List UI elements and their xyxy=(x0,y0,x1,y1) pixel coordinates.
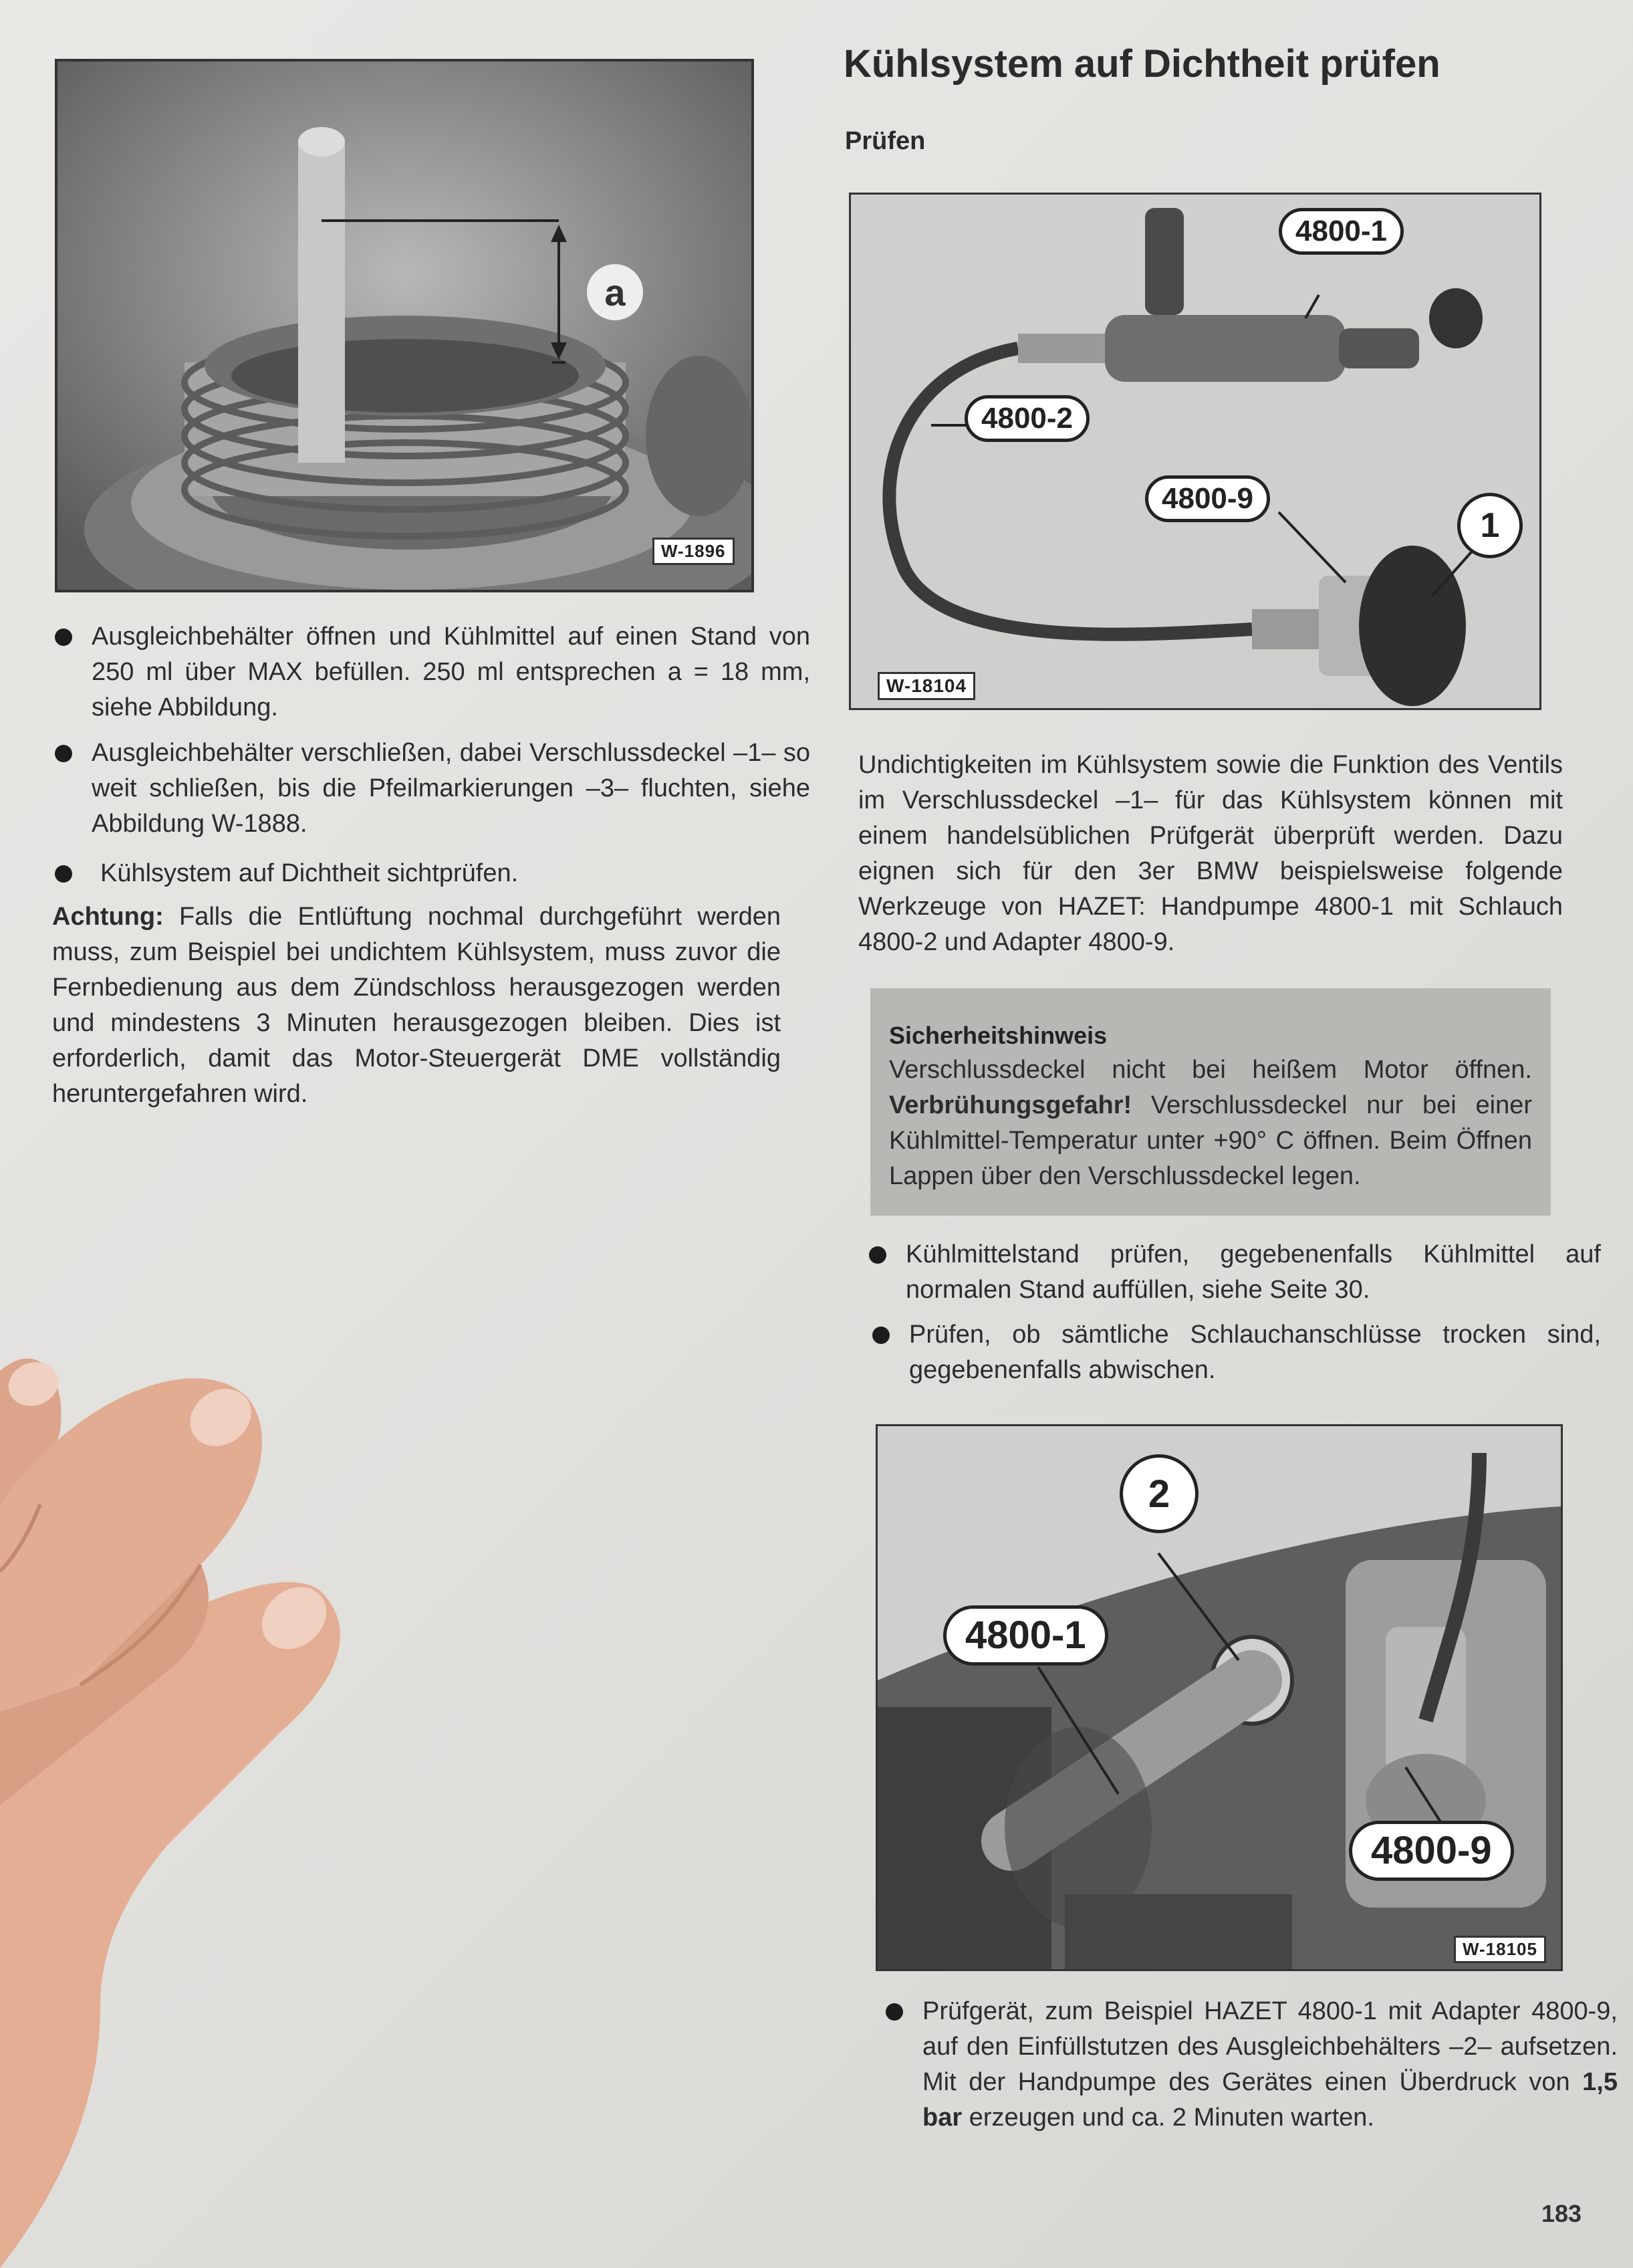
safety-title: Sicherheitshinweis xyxy=(889,1022,1108,1049)
safety-notice-box xyxy=(870,988,1551,1216)
bullet-dot xyxy=(55,629,72,646)
callout-4800-9: 4800-9 xyxy=(1145,475,1270,522)
safety-text-part2: Verschlussdeckel nur bei einer Kühlmittel-Temperatur unter +90° C öffnen. Beim Öffnen Lappen über den Verschlussdeckel legen. xyxy=(889,1091,1532,1190)
right-bullet-2-text: Prüfen, ob sämtliche Schlauchanschlüsse trocken sind, gegebenenfalls abwischen. xyxy=(909,1321,1601,1384)
bullet-dot xyxy=(872,1327,890,1344)
callout-4800-1: 4800-1 xyxy=(1279,208,1404,255)
filler-neck-illustration xyxy=(57,62,751,590)
left-bullet-3-text: Kühlsystem auf Dichtheit sichtprüfen. xyxy=(100,859,519,887)
figure-id-w18104: W-18104 xyxy=(878,672,975,700)
left-bullet-3 xyxy=(55,856,819,891)
safety-warning-bold: Verbrühungsgefahr! xyxy=(889,1091,1132,1119)
right-bullet-1 xyxy=(869,1237,1601,1308)
page-title: Kühlsystem auf Dichtheit prüfen xyxy=(844,42,1440,86)
bullet-dot xyxy=(886,2003,903,2021)
callout-4800-2: 4800-2 xyxy=(965,395,1090,442)
achtung-text: Falls die Entlüftung nochmal durchgeführt werden muss, zum Beispiel bei undichtem Kühlsystem, muss zuvor die Fernbedienung aus dem Zündschloss herausgezogen werden und mindestens 3 Minuten herausgezogen bleiben. Dies ist erforderlich, damit das Motor-Steuergerät DME vollständig heruntergefahren wird. xyxy=(52,903,781,1108)
figure-tool-set-photo xyxy=(849,193,1541,710)
achtung-label: Achtung: xyxy=(52,903,164,931)
left-bullet-2-text: Ausgleichbehälter verschließen, dabei Verschlussdeckel –1– so weit schließen, bis die Pfeilmarkierungen –3– fluchten, siehe Abbildung W-1888. xyxy=(92,739,810,838)
figure-id-w18105: W-18105 xyxy=(1454,1936,1546,1963)
intro-paragraph: Undichtigkeiten im Kühlsystem sowie die Funktion des Ventils im Verschlussdeckel –1– für das Kühlsystem können mit einem handelsüblichen Prüfgerät überprüft werden. Dazu eignen sich für den 3er BMW beispielsweise folgende Werkzeuge von HAZET: Handpumpe 4800-1 mit Schlauch 4800-2 und Adapter 4800-9. xyxy=(858,751,1563,956)
hand-shape xyxy=(0,1355,340,2268)
right-bullet-3-text-end: erzeugen und ca. 2 Minuten warten. xyxy=(962,2104,1374,2132)
achtung-paragraph xyxy=(52,899,781,1112)
right-bullet-3 xyxy=(886,1994,1618,2136)
section-subtitle: Prüfen xyxy=(845,127,926,155)
left-bullet-1 xyxy=(55,619,810,725)
bullet-dot xyxy=(55,865,72,883)
engine-bay-illustration xyxy=(878,1426,1561,1969)
pressure-value: 1,5 bar xyxy=(922,2068,1618,2132)
left-bullet-1-text: Ausgleichbehälter öffnen und Kühlmittel auf einen Stand von 250 ml über MAX befüllen. 250 ml entsprechen a = 18 mm, siehe Abbildung. xyxy=(92,622,810,721)
safety-text xyxy=(889,1052,1532,1194)
callout-2: 2 xyxy=(1120,1454,1199,1533)
safety-text-part1: Verschlussdeckel nicht bei heißem Motor öffnen. xyxy=(889,1056,1532,1084)
bullet-dot xyxy=(55,745,72,762)
callout-1: 1 xyxy=(1457,493,1523,558)
page-number: 183 xyxy=(1541,2200,1582,2227)
left-bullet-2 xyxy=(55,735,810,842)
figure-id-w1896: W-1896 xyxy=(652,538,735,565)
dimension-a-label: a xyxy=(587,264,643,320)
right-bullet-1-text: Kühlmittelstand prüfen, gegebenenfalls Kühlmittel auf normalen Stand auffüllen, siehe Seite 30. xyxy=(906,1240,1601,1304)
callout-4800-1-engine: 4800-1 xyxy=(943,1605,1108,1666)
bullet-dot xyxy=(869,1246,886,1264)
figure-filler-neck-photo xyxy=(55,59,754,592)
tool-set-illustration xyxy=(851,195,1539,708)
right-bullet-3-text: Prüfgerät, zum Beispiel HAZET 4800-1 mit Adapter 4800-9, auf den Einfüllstutzen des Ausgleichbehälters –2– aufsetzen. Mit der Handpumpe des Gerätes einen Überdruck von xyxy=(922,1997,1618,2096)
callout-4800-9-engine: 4800-9 xyxy=(1349,1821,1514,1881)
right-bullet-2 xyxy=(872,1317,1601,1388)
figure-engine-bay-photo xyxy=(876,1424,1563,1971)
